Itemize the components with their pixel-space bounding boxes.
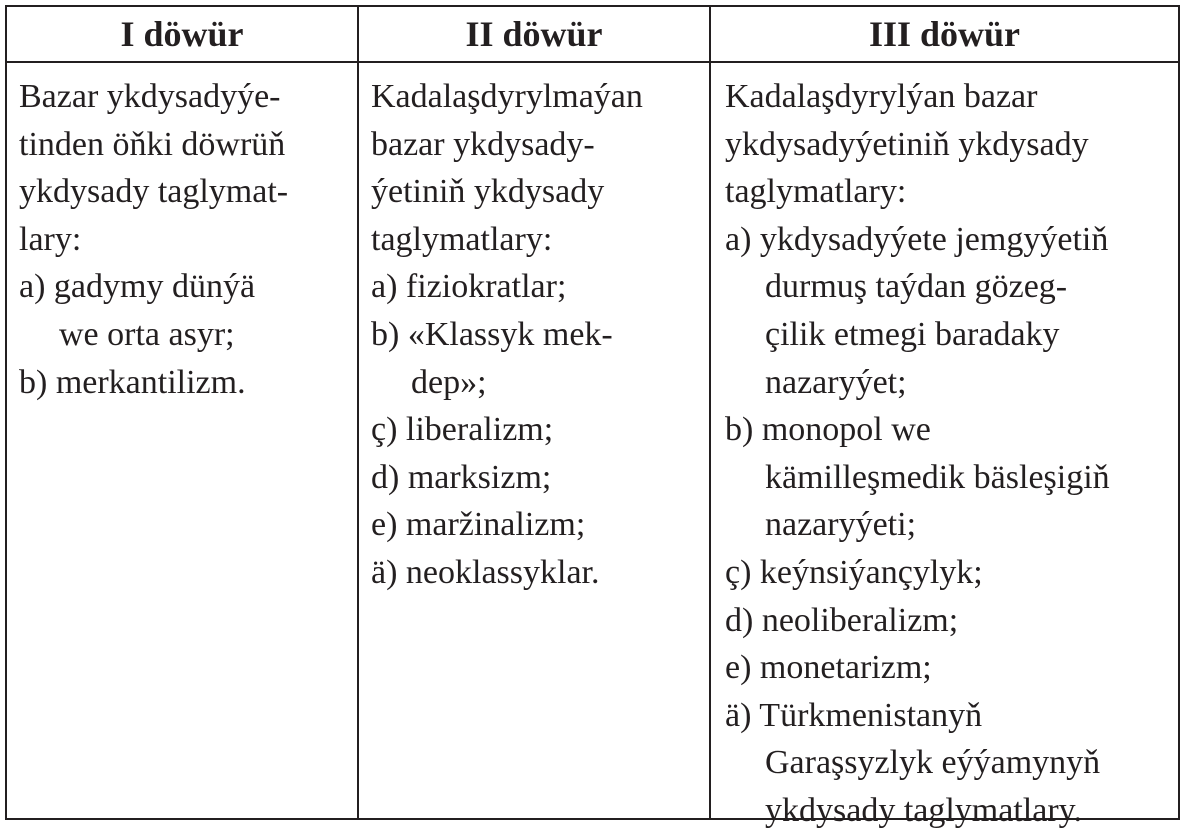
header-row bbox=[7, 7, 1178, 63]
header-period-2: II döwür bbox=[359, 7, 711, 61]
cell-text-line: Bazar ykdysadyýe- bbox=[19, 78, 281, 115]
cell-text-line: ä) neoklassyklar. bbox=[371, 553, 600, 591]
cell-text-line: bazar ykdysady- bbox=[371, 125, 595, 163]
cell-text-line: ç) keýnsiýançylyk; bbox=[725, 553, 983, 591]
cell-text-line: d) neoliberalizm; bbox=[725, 601, 959, 639]
cell-text-line: nazaryýeti; bbox=[765, 506, 917, 544]
header-period-1: I döwür bbox=[7, 7, 359, 61]
cell-text-line: a) gadymy dünýä bbox=[19, 268, 256, 306]
cell-text-line: ykdysady taglymat- bbox=[19, 173, 289, 211]
cell-text-line: nazaryýet; bbox=[765, 363, 907, 401]
cell-text-line: kämilleşmedik bäsleşigiň bbox=[765, 458, 1110, 496]
cell-period-2 bbox=[359, 63, 711, 818]
periods-table bbox=[5, 5, 1180, 829]
cell-text-line: dep»; bbox=[411, 363, 487, 401]
cell-period-1 bbox=[7, 63, 359, 818]
cell-text-line: a) ykdysadyýete jemgyýetiň bbox=[725, 220, 1109, 258]
cell-text-line: d) marksizm; bbox=[371, 458, 552, 496]
cell-text-line: çilik etmegi baradaky bbox=[765, 315, 1060, 353]
cell-text-line: ç) liberalizm; bbox=[371, 411, 554, 449]
cell-text-line: taglymatlary: bbox=[725, 173, 907, 211]
cell-text-line: durmuş taýdan gözeg- bbox=[765, 268, 1068, 306]
cell-text-line: b) «Klassyk mek- bbox=[371, 315, 613, 353]
cell-text-line: Kadalaşdyrylýan bazar bbox=[725, 78, 1038, 115]
cell-text-line: lary: bbox=[19, 220, 82, 258]
cell-text-line: we orta asyr; bbox=[59, 315, 235, 353]
cell-text-line: e) monetarizm; bbox=[725, 649, 932, 687]
cell-text-line: ä) Türkmenistanyň bbox=[725, 696, 983, 734]
cell-text-line: taglymatlary: bbox=[371, 220, 553, 258]
header-period-3: III döwür bbox=[868, 14, 1021, 54]
cell-text-line: b) merkantilizm. bbox=[19, 363, 246, 401]
cell-text-line: tinden öňki döwrüň bbox=[19, 125, 286, 163]
cell-text-line: e) maržinalizm; bbox=[371, 506, 586, 544]
cell-text-line: a) fiziokratlar; bbox=[371, 268, 567, 306]
body-row bbox=[7, 63, 1178, 829]
cell-text-line: ykdysadyýetiniň ykdysady bbox=[725, 125, 1089, 163]
cell-period-3 bbox=[711, 63, 1178, 829]
cell-text-line: Garaşsyzlyk eýýamynyň bbox=[765, 744, 1101, 782]
cell-text-line: ýetiniň ykdysady bbox=[371, 173, 605, 211]
cell-text-line: b) monopol we bbox=[725, 411, 931, 449]
cell-text-line: Kadalaşdyrylmaýan bbox=[371, 78, 643, 115]
cell-text-line: ykdysady taglymatlary. bbox=[765, 791, 1082, 829]
